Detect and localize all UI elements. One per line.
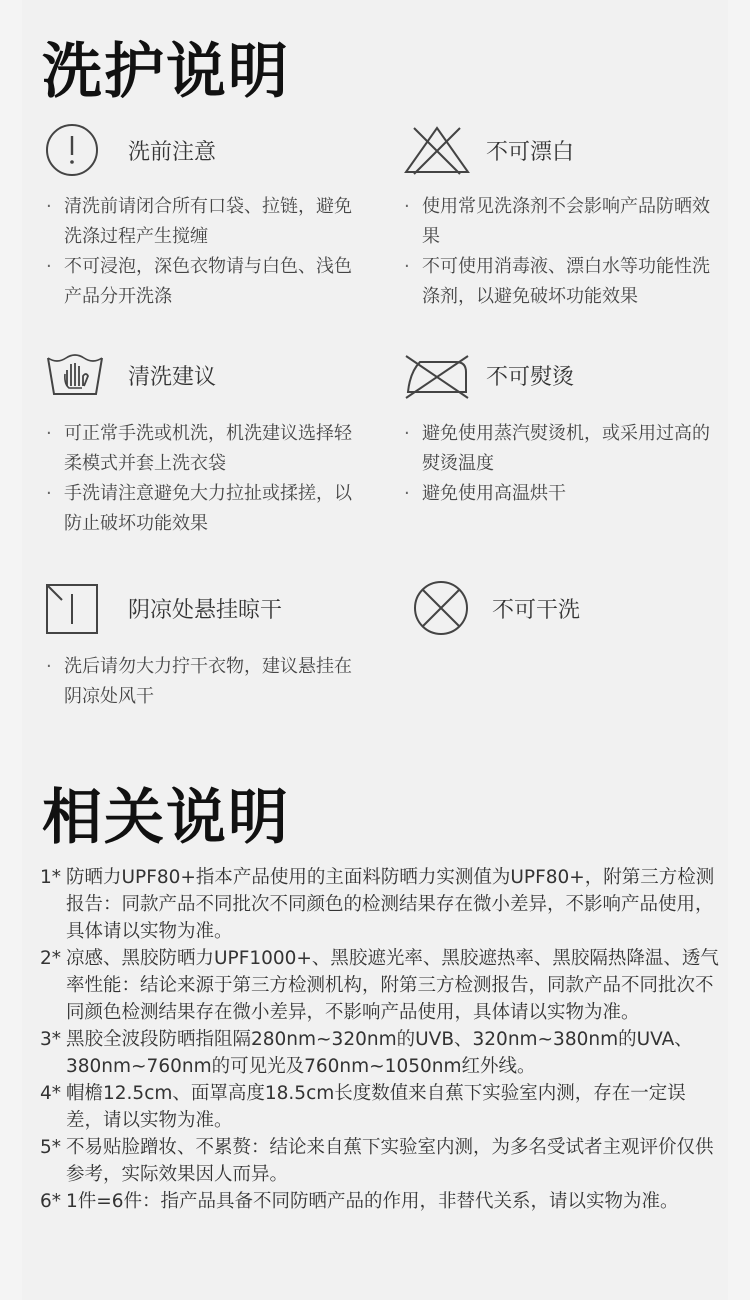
care-bullet: · 洗后请勿大力拧干衣物，建议悬挂在阴凉处风干 xyxy=(46,656,352,707)
care-bullet: · 避免使用高温烘干 xyxy=(404,483,566,504)
care-section-title: 洗护说明 xyxy=(42,37,290,107)
no-iron-icon xyxy=(402,343,472,407)
hand-wash-icon xyxy=(44,343,114,407)
care-item-title: 清洗建议 xyxy=(128,364,217,390)
care-bullet: · 可正常手洗或机洗，机洗建议选择轻柔模式并套上洗衣袋 xyxy=(46,423,352,474)
notes-list xyxy=(40,864,720,1215)
line-dry-shade-icon xyxy=(44,576,114,640)
care-bullet: · 手洗请注意避免大力拉扯或揉搓，以防止破坏功能效果 xyxy=(46,483,352,534)
care-bullet: · 清洗前请闭合所有口袋、拉链，避免洗涤过程产生搅缠 xyxy=(46,196,352,247)
care-item-no-bleach xyxy=(402,118,722,312)
care-item-title: 不可漂白 xyxy=(486,139,575,165)
care-bullet: · 避免使用蒸汽熨烫机，或采用过高的熨烫温度 xyxy=(404,423,710,474)
care-bullet: · 不可使用消毒液、漂白水等功能性洗涤剂，以避免破坏功能效果 xyxy=(404,256,710,307)
care-item-line-dry xyxy=(44,576,364,712)
note-item: 3* 黑胶全波段防晒指阻隔280nm~320nm的UVB、320nm~380nm的UVA、380nm~760nm的可见光及760nm~1050nm红外线。 xyxy=(40,1029,693,1077)
care-bullet: · 使用常见洗涤剂不会影响产品防晒效果 xyxy=(404,196,710,247)
care-item-no-iron xyxy=(402,343,722,509)
care-item-wash-advice xyxy=(44,343,364,539)
care-item-title: 不可熨烫 xyxy=(486,364,575,390)
note-item: 1* 防晒力UPF80+指本产品使用的主面料防晒力实测值为UPF80+，附第三方检测报告：同款产品不同批次不同颜色的检测结果存在微小差异，不影响产品使用，具体请以实物为准。 xyxy=(40,867,715,942)
note-item: 6* 1件=6件：指产品具备不同防晒产品的作用，非替代关系，请以实物为准。 xyxy=(40,1191,679,1212)
notes-section-title: 相关说明 xyxy=(42,783,290,853)
exclamation-circle-icon xyxy=(44,118,114,182)
care-bullet: · 不可浸泡，深色衣物请与白色、浅色产品分开洗涤 xyxy=(46,256,352,307)
no-dry-clean-icon xyxy=(412,576,472,640)
note-item: 2* 凉感、黑胶防晒力UPF1000+、黑胶遮光率、黑胶遮热率、黑胶隔热降温、透气率性能：结论来源于第三方检测机构，附第三方检测报告，同款产品不同批次不同颜色检测结果存在微小差异，不影响产品使用，具体请以实物为准。 xyxy=(40,948,719,1023)
care-item-pre-wash xyxy=(44,118,364,312)
care-item-title: 洗前注意 xyxy=(128,139,217,165)
care-item-title: 不可干洗 xyxy=(492,597,581,623)
care-item-no-dry-clean xyxy=(412,576,732,640)
note-item: 4* 帽檐12.5cm、面罩高度18.5cm长度数值来自蕉下实验室内测，存在一定误差，请以实物为准。 xyxy=(40,1083,686,1131)
care-item-title: 阴凉处悬挂晾干 xyxy=(128,597,283,623)
no-bleach-icon xyxy=(402,118,472,182)
note-item: 5* 不易贴脸蹭妆、不累赘：结论来自蕉下实验室内测，为多名受试者主观评价仅供参考，实际效果因人而异。 xyxy=(40,1137,714,1185)
